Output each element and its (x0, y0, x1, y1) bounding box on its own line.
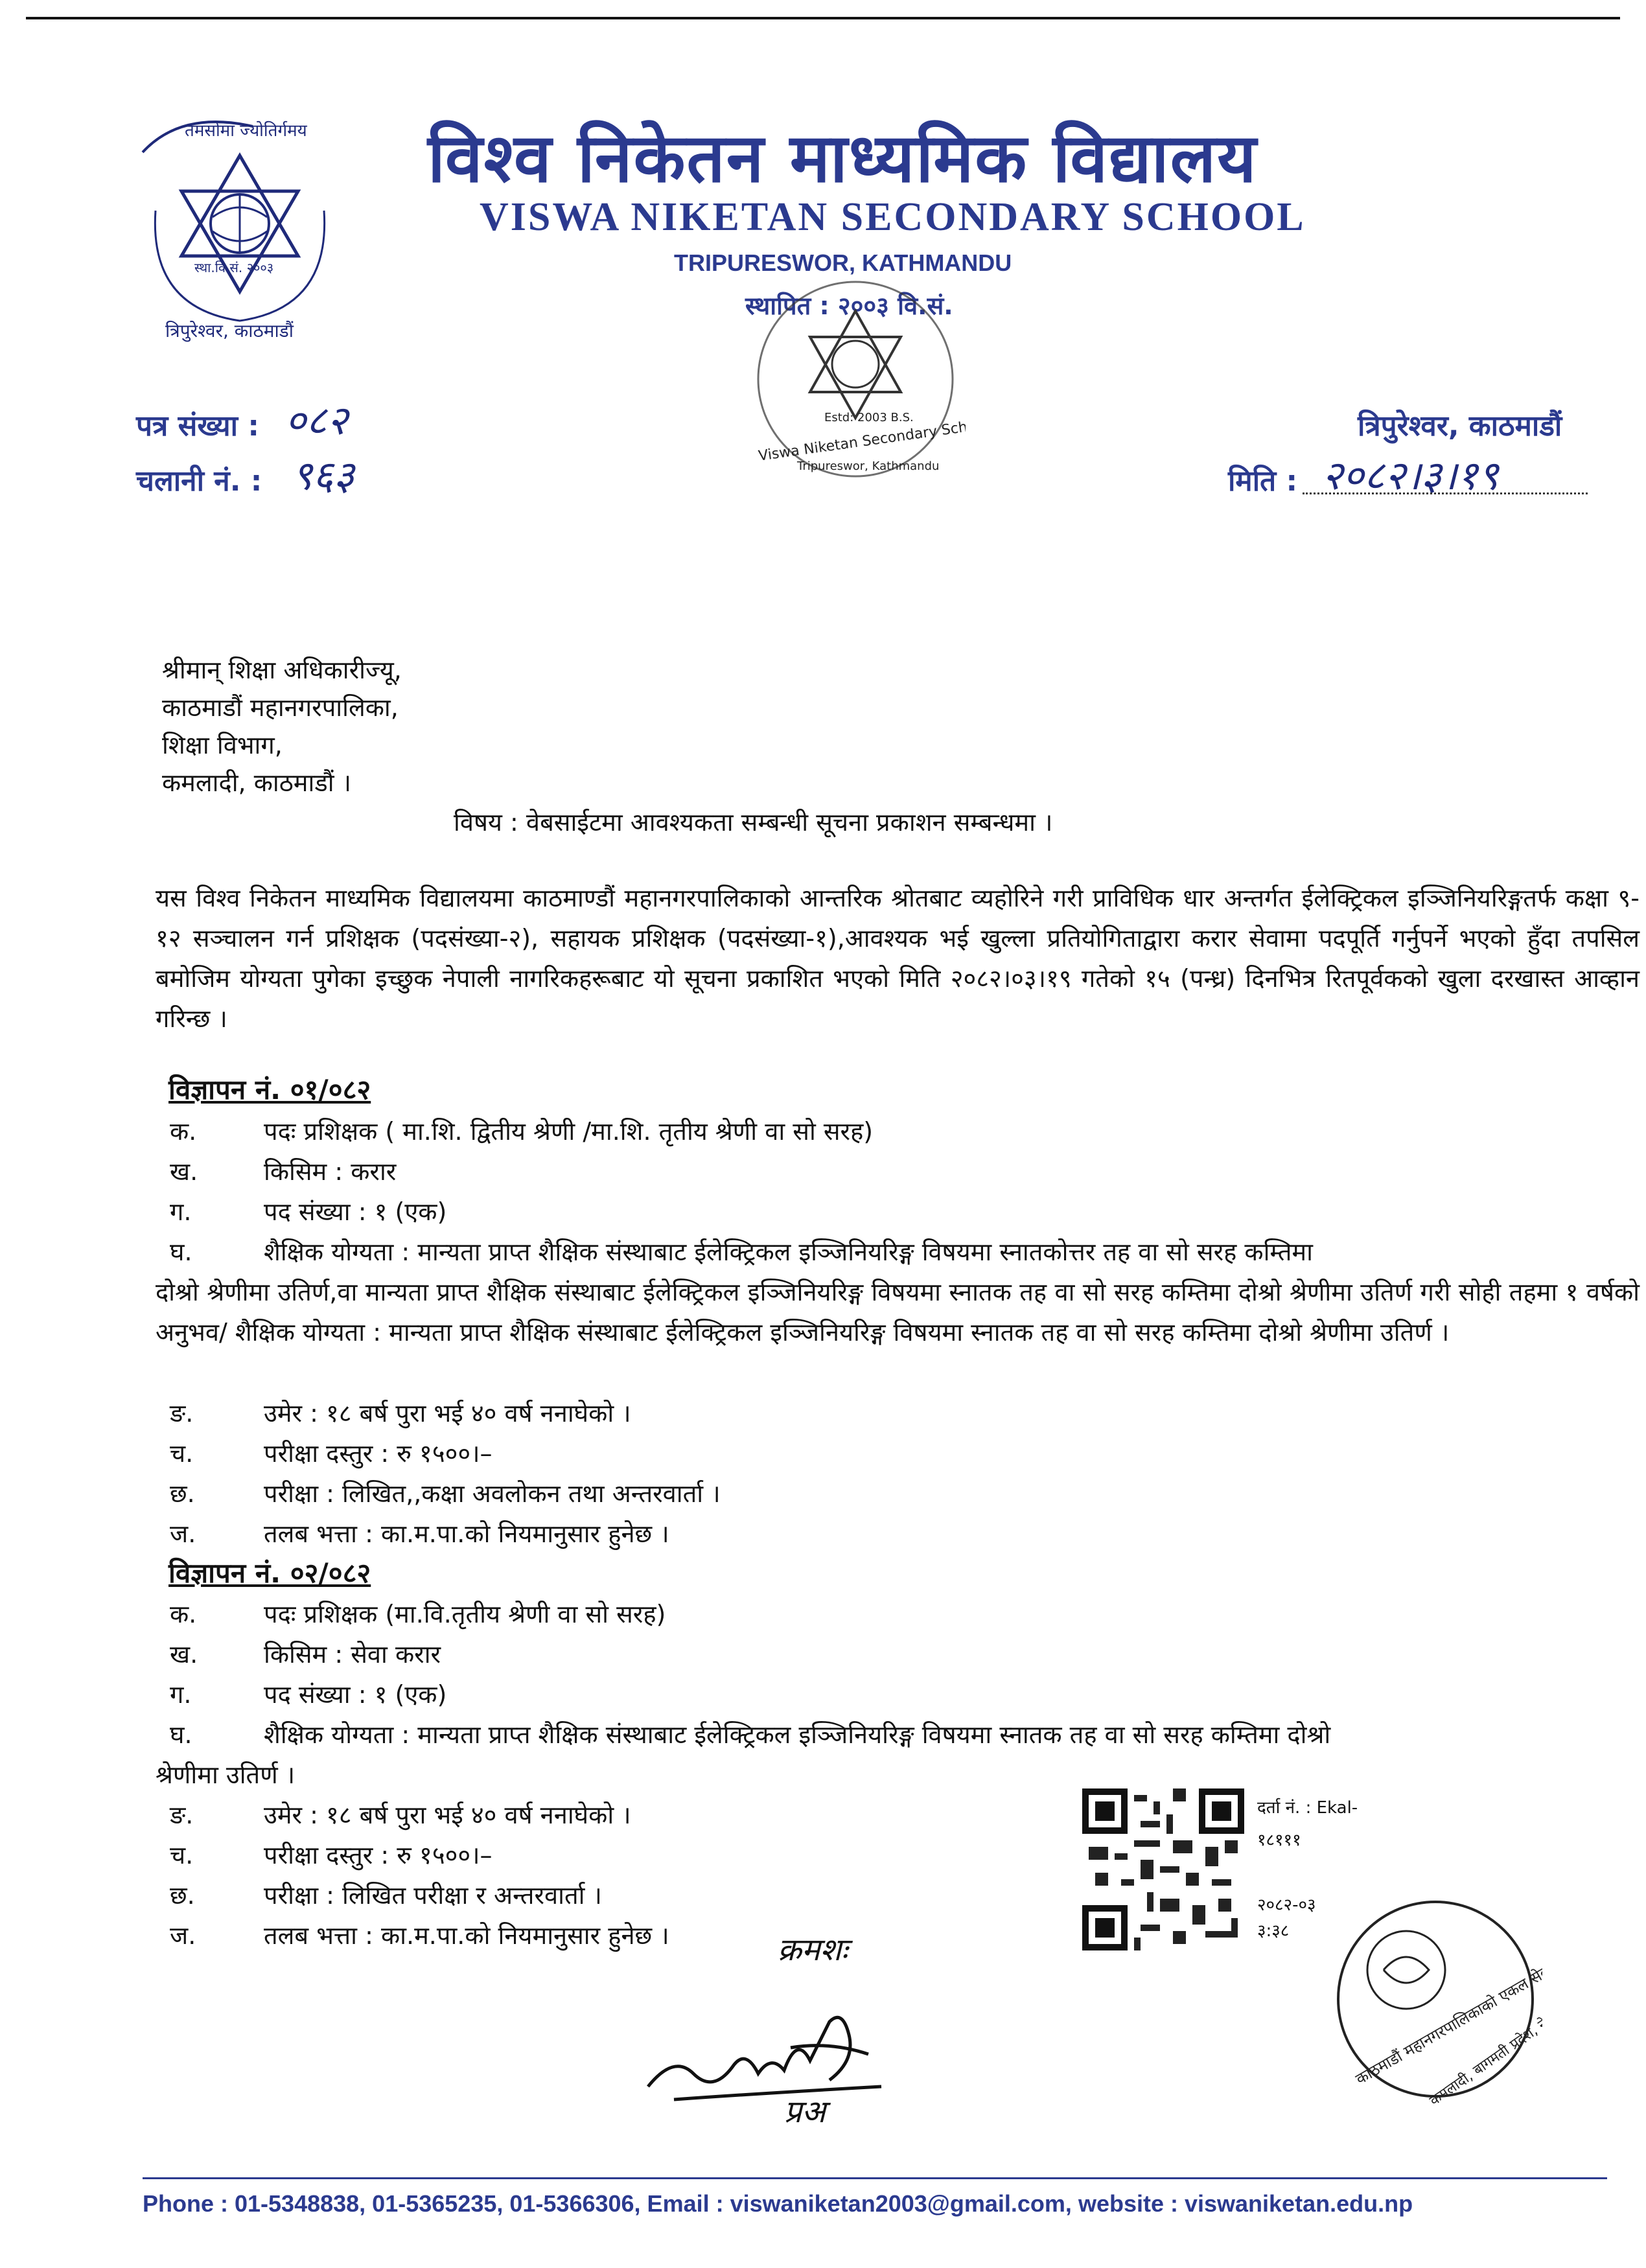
list-item (170, 1393, 1641, 1433)
footer-divider (143, 2177, 1607, 2179)
item-label: च. (170, 1841, 194, 1869)
item-label: च. (170, 1439, 194, 1468)
list-item (170, 1795, 1012, 1835)
list-item (170, 1715, 1641, 1755)
top-border (26, 17, 1620, 19)
item-text: पद संख्या : १ (एक) (264, 1680, 447, 1709)
item-text: परीक्षा दस्तुर : रु १५००।– (264, 1841, 493, 1869)
stamp-time: ३:३८ (1257, 1921, 1290, 1941)
item-label: ङ. (170, 1801, 194, 1829)
list-item-continued: दोश्रो श्रेणीमा उतिर्ण,वा मान्यता प्राप्त शैक्षिक संस्थाबाट ईलेक्ट्रिकल इञ्जिनियरिङ्ग विषयमा स्नातक तह वा सो सरह कम्तिमा दोश्रो श्रेणीमा उतिर्ण गरी सोही तहमा १ वर्षको अनुभव/ शैक्षिक योग्यता : मान्यता प्राप्त शैक्षिक संस्थाबाट ईलेक्ट्रिकल इञ्जिनियरिङ्ग विषयमा स्नातक तह वा सो सरह कम्तिमा दोश्रो श्रेणीमा उतिर्ण । (156, 1278, 1640, 1347)
stamp-office-text: काठमाडौं महानगरपालिकाको एकल सेवा (1352, 1960, 1542, 2089)
date-label: मिति : (1228, 465, 1298, 498)
school-name-english: VISWA NIKETAN SECONDARY SCHOOL (480, 195, 1306, 239)
stamp-office-address: कमलादी, बागमती प्रदेश, नेपाल (1426, 2003, 1542, 2106)
list-item (170, 1835, 1012, 1875)
intro-paragraph: यस विश्व निकेतन माध्यमिक विद्यालयमा काठमाण्डौं महानगरपालिकाको आन्तरिक श्रोतबाट व्यहोरिने गरी प्राविधिक धार अन्तर्गत ईलेक्ट्रिकल इञ्जिनियरिङ्गतर्फ कक्षा ९- १२ सञ्चालन गर्न प्रशिक्षक (पदसंख्या-२), सहायक प्रशिक्षक (पदसंख्या-१),आवश्यक भई खुल्ला प्रतियोगिताद्वारा करार सेवामा पदपूर्ति गर्नुपर्ने भएको हुँदा तपसिल बमोजिम योग्यता पुगेका इच्छुक नेपाली नागरिकहरूबाट यो सूचना प्रकाशित भएको मिति २०८२।०३।१९ गतेको १५ (पन्ध्र) दिनभित्र रितपूर्वकको खुला दरखास्त आव्हान गरिन्छ । (156, 884, 1640, 1033)
item-text: उमेर : १८ बर्ष पुरा भई ४० वर्ष ननाघेको । (264, 1399, 631, 1428)
recipient-line: कमलादी, काठमाडौं । (162, 769, 352, 797)
recipient-line: श्रीमान् शिक्षा अधिकारीज्यू, (162, 656, 402, 684)
list-item-continued: श्रेणीमा उतिर्ण । (156, 1761, 296, 1789)
list-item (170, 1433, 1641, 1474)
dispatch-no-label: चलानी नं. : (136, 465, 262, 498)
item-text: पद संख्या : १ (एक) (264, 1198, 447, 1226)
dispatch-no-value: ९६३ (292, 452, 354, 499)
list-item (170, 1192, 1641, 1232)
municipality-stamp (1328, 1892, 1542, 2106)
letter-no-value: ०८२ (285, 397, 348, 444)
list-item (170, 1151, 1641, 1192)
advert-1-title: विज्ञापन नं. ०१/०८२ (168, 1074, 371, 1105)
list-item (170, 1594, 1641, 1634)
item-label: ज. (170, 1520, 196, 1548)
established-line: स्थापित : २००३ वि.सं. (745, 292, 953, 320)
signature-title: प्रअ (784, 2094, 826, 2130)
advert-2-title: विज्ञापन नं. ०२/०८२ (168, 1557, 371, 1589)
stamp-date: २०८२-०३ (1257, 1895, 1316, 1915)
darta-value: १८१११ (1257, 1831, 1301, 1850)
item-label: ख. (170, 1157, 198, 1186)
item-label: घ. (170, 1720, 192, 1749)
list-item (170, 1474, 1641, 1514)
item-label: ङ. (170, 1399, 194, 1428)
letter-no-label: पत्र संख्या : (136, 410, 259, 443)
item-text: तलब भत्ता : का.म.पा.को नियमानुसार हुनेछ । (264, 1921, 669, 1950)
footer-contact: Phone : 01-5348838, 01-5365235, 01-5366306, Email : viswaniketan2003@gmail.com, website : viswaniketan.edu.np (143, 2190, 1413, 2217)
date-value: २०८२।३।१९ (1322, 452, 1499, 499)
item-label: छ. (170, 1881, 195, 1910)
recipient-block (162, 651, 402, 802)
item-label: ख. (170, 1640, 198, 1669)
list-item (170, 1915, 1012, 1956)
subject-line: विषय : वेबसाईटमा आवश्यकता सम्बन्धी सूचना प्रकाशन सम्बन्धमा । (454, 808, 1053, 837)
list-item (170, 1111, 1641, 1151)
item-text: किसिम : सेवा करार (264, 1640, 441, 1669)
round-stamp-estd: Estd: 2003 B.S. (824, 411, 914, 424)
recipient-line: शिक्षा विभाग, (162, 731, 283, 759)
logo-place: त्रिपुरेश्वर, काठमाडौं (165, 320, 294, 341)
item-label: छ. (170, 1479, 195, 1508)
school-round-stamp (745, 272, 966, 486)
item-text: तलब भत्ता : का.म.पा.को नियमानुसार हुनेछ । (264, 1520, 669, 1548)
item-text: परीक्षा दस्तुर : रु १५००।– (264, 1439, 493, 1468)
item-text: परीक्षा : लिखित,,कक्षा अवलोकन तथा अन्तरवार्ता । (264, 1479, 721, 1508)
item-label: क. (170, 1600, 197, 1628)
item-text: शैक्षिक योग्यता : मान्यता प्राप्त शैक्षिक संस्थाबाट ईलेक्ट्रिकल इञ्जिनियरिङ्ग विषयमा स्नातक तह वा सो सरह कम्तिमा दोश्रो (264, 1720, 1331, 1749)
round-stamp-place: Tripureswor, Kathmandu (797, 459, 940, 473)
item-label: ज. (170, 1921, 196, 1950)
place-label: त्रिपुरेश्वर, काठमाडौं (1358, 410, 1562, 443)
item-label: ग. (170, 1680, 192, 1709)
logo-motto: तमसोमा ज्योतिर्गमय (185, 121, 307, 141)
list-item (170, 1875, 1012, 1915)
item-label: क. (170, 1117, 197, 1146)
darta-no: दर्ता नं. : Ekal- (1257, 1798, 1358, 1818)
list-item (170, 1232, 1641, 1272)
item-text: पदः प्रशिक्षक (मा.वि.तृतीय श्रेणी वा सो सरह) (264, 1600, 666, 1628)
item-text: परीक्षा : लिखित परीक्षा र अन्तरवार्ता । (264, 1881, 602, 1910)
school-logo (130, 113, 350, 353)
item-text: उमेर : १८ बर्ष पुरा भई ४० वर्ष ननाघेको । (264, 1801, 631, 1829)
list-item (170, 1514, 1641, 1554)
list-item (170, 1634, 1641, 1674)
date-underline (1303, 492, 1588, 494)
item-text: पदः प्रशिक्षक ( मा.शि. द्वितीय श्रेणी /मा.शि. तृतीय श्रेणी वा सो सरह) (264, 1117, 874, 1146)
qr-code (1082, 1788, 1244, 1950)
item-label: घ. (170, 1238, 192, 1266)
item-text: शैक्षिक योग्यता : मान्यता प्राप्त शैक्षिक संस्थाबाट ईलेक्ट्रिकल इञ्जिनियरिङ्ग विषयमा स्नातकोत्तर तह वा सो सरह कम्तिमा (264, 1238, 1313, 1266)
item-label: ग. (170, 1198, 192, 1226)
school-name-nepali: विश्व निकेतन माध्यमिक विद्यालय (428, 118, 1258, 198)
school-address: TRIPURESWOR, KATHMANDU (674, 249, 1012, 276)
recipient-line: काठमाडौं महानगरपालिका, (162, 693, 399, 722)
list-item (170, 1674, 1641, 1715)
round-stamp-name: Viswa Niketan Secondary School (757, 416, 966, 465)
logo-year: स्था.वि.सं. २००३ (194, 260, 274, 275)
continued-note: क्रमशः (778, 1932, 848, 1968)
item-text: किसिम : करार (264, 1157, 397, 1186)
